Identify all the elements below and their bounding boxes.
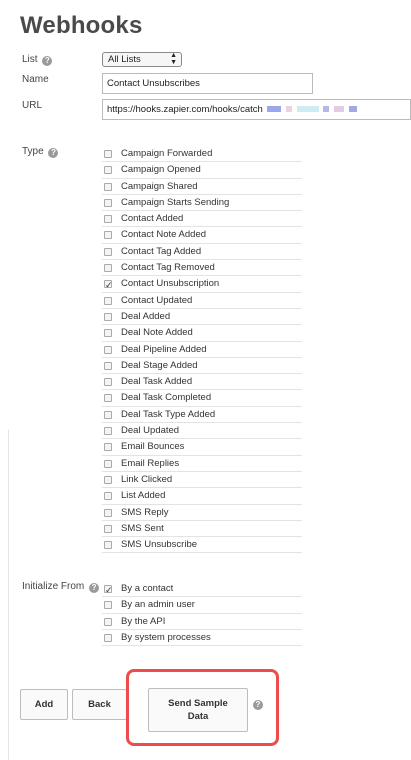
checkbox-label: By an admin user <box>121 599 195 611</box>
checkbox-label: Campaign Shared <box>121 180 198 192</box>
checkbox-row[interactable] <box>102 227 302 243</box>
checkbox-row[interactable] <box>102 407 302 423</box>
checkbox-row[interactable] <box>102 342 302 358</box>
checkbox-row[interactable] <box>102 521 302 537</box>
redacted-mark <box>349 106 357 112</box>
checkbox-checked[interactable] <box>104 280 112 288</box>
redacted-mark <box>286 106 292 112</box>
type-list <box>102 146 302 553</box>
checkbox-row[interactable] <box>102 211 302 227</box>
checkbox-row[interactable] <box>102 423 302 439</box>
checkbox[interactable] <box>104 427 112 435</box>
checkbox-label: Deal Pipeline Added <box>121 343 207 355</box>
checkbox-label: By system processes <box>121 631 211 643</box>
checkbox[interactable] <box>104 329 112 337</box>
checkbox-label: By the API <box>121 615 166 627</box>
checkbox-label: Deal Added <box>121 310 171 322</box>
init-label: Initialize From <box>22 581 85 592</box>
checkbox-row[interactable] <box>102 260 302 276</box>
checkbox-label: Deal Updated <box>121 425 180 437</box>
checkbox-row[interactable] <box>102 390 302 406</box>
checkbox[interactable] <box>104 199 112 207</box>
send-sample-data-button[interactable]: Send Sample Data <box>148 688 248 732</box>
checkbox[interactable] <box>104 183 112 191</box>
checkbox-row[interactable] <box>102 146 302 162</box>
checkbox-label: Deal Task Added <box>121 376 193 388</box>
checkbox[interactable] <box>104 525 112 533</box>
checkbox-row[interactable] <box>102 162 302 178</box>
checkbox-row[interactable] <box>102 309 302 325</box>
checkbox[interactable] <box>104 378 112 386</box>
checkbox-row[interactable] <box>102 244 302 260</box>
add-button[interactable]: Add <box>20 689 68 720</box>
checkbox[interactable] <box>104 264 112 272</box>
checkbox-label: Contact Unsubscription <box>121 278 220 290</box>
checkbox-row[interactable] <box>102 195 302 211</box>
checkbox-label: SMS Reply <box>121 506 169 518</box>
type-label-wrap <box>22 146 58 158</box>
checkbox[interactable] <box>104 394 112 402</box>
checkbox[interactable] <box>104 166 112 174</box>
checkbox-label: Campaign Starts Sending <box>121 196 230 208</box>
up-down-arrows-icon: ▲ ▼ <box>170 52 177 66</box>
checkbox-label: Contact Added <box>121 213 184 225</box>
checkbox[interactable] <box>104 411 112 419</box>
checkbox-checked[interactable] <box>104 585 112 593</box>
url-field[interactable] <box>102 99 411 120</box>
checkbox-label: Link Clicked <box>121 473 173 485</box>
checkbox-label: Contact Note Added <box>121 229 207 241</box>
checkbox-row[interactable] <box>102 597 302 613</box>
checkbox-row[interactable] <box>102 630 302 646</box>
checkbox[interactable] <box>104 231 112 239</box>
list-label-wrap <box>22 54 52 66</box>
checkbox[interactable] <box>104 443 112 451</box>
redacted-mark <box>297 106 319 112</box>
checkbox-label: Deal Stage Added <box>121 359 198 371</box>
checkbox[interactable] <box>104 476 112 484</box>
checkbox[interactable] <box>104 313 112 321</box>
checkbox-row[interactable] <box>102 374 302 390</box>
checkbox-label: Campaign Forwarded <box>121 148 213 159</box>
list-select-value: All Lists <box>108 54 141 65</box>
checkbox-label: Email Replies <box>121 457 180 469</box>
type-label: Type <box>22 146 44 157</box>
checkbox[interactable] <box>104 492 112 500</box>
back-button[interactable]: Back <box>72 689 127 720</box>
highlight-box <box>126 669 279 746</box>
checkbox-label: SMS Sent <box>121 522 164 534</box>
checkbox[interactable] <box>104 362 112 370</box>
checkbox-label: Deal Task Type Added <box>121 408 216 420</box>
checkbox-label: Email Bounces <box>121 441 185 453</box>
redacted-mark <box>334 106 344 112</box>
name-field[interactable] <box>102 73 313 94</box>
checkbox-row[interactable] <box>102 614 302 630</box>
checkbox[interactable] <box>104 541 112 549</box>
checkbox-label: Contact Tag Added <box>121 245 202 257</box>
checkbox-label: Contact Tag Removed <box>121 262 215 274</box>
name-label: Name <box>22 74 49 85</box>
checkbox[interactable] <box>104 297 112 305</box>
checkbox-row[interactable] <box>102 179 302 195</box>
checkbox-row[interactable] <box>102 276 302 292</box>
checkbox-row[interactable] <box>102 325 302 341</box>
question-mark-icon[interactable]: ? <box>48 148 58 158</box>
checkbox-row[interactable] <box>102 293 302 309</box>
checkbox-row[interactable] <box>102 472 302 488</box>
checkbox[interactable] <box>104 150 112 158</box>
redacted-mark <box>267 106 281 112</box>
checkbox[interactable] <box>104 460 112 468</box>
list-label: List <box>22 54 38 65</box>
checkbox[interactable] <box>104 248 112 256</box>
checkbox-label: Deal Task Completed <box>121 392 212 404</box>
url-label: URL <box>22 100 43 111</box>
init-label-wrap <box>22 581 99 593</box>
checkbox-label: Campaign Opened <box>121 164 201 176</box>
redacted-mark <box>323 106 329 112</box>
checkbox[interactable] <box>104 618 112 626</box>
init-list <box>102 581 302 646</box>
checkbox[interactable] <box>104 509 112 517</box>
checkbox[interactable] <box>104 346 112 354</box>
checkbox-row[interactable] <box>102 488 302 504</box>
checkbox[interactable] <box>104 634 112 642</box>
name-field-value: Contact Unsubscribes <box>107 78 200 89</box>
list-select[interactable] <box>102 52 182 67</box>
question-mark-icon[interactable]: ? <box>89 583 99 593</box>
checkbox[interactable] <box>104 215 112 223</box>
checkbox-row[interactable] <box>102 505 302 521</box>
checkbox-row[interactable] <box>102 358 302 374</box>
question-mark-icon[interactable]: ? <box>253 700 263 710</box>
url-field-value: https://hooks.zapier.com/hooks/catch <box>107 104 263 115</box>
checkbox-label: Deal Note Added <box>121 327 193 339</box>
checkbox-row[interactable] <box>102 581 302 597</box>
checkbox-row[interactable] <box>102 439 302 455</box>
checkbox-label: By a contact <box>121 583 174 594</box>
question-mark-icon[interactable]: ? <box>42 56 52 66</box>
checkbox-row[interactable] <box>102 537 302 553</box>
checkbox-label: SMS Unsubscribe <box>121 539 198 551</box>
checkbox-row[interactable] <box>102 456 302 472</box>
divider <box>8 430 9 760</box>
page-title: Webhooks <box>20 12 143 39</box>
checkbox[interactable] <box>104 601 112 609</box>
checkbox-label: Contact Updated <box>121 294 193 306</box>
checkbox-label: List Added <box>121 490 166 502</box>
